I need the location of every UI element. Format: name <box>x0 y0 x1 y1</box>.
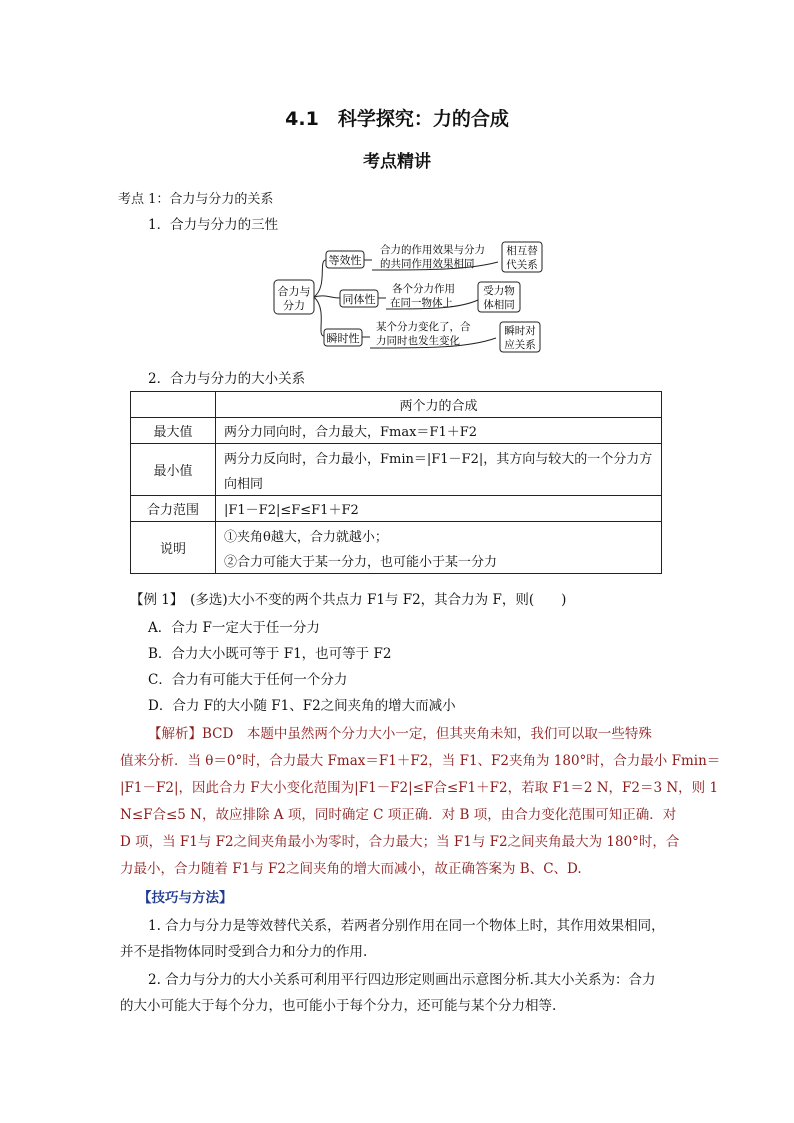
page-title: 4.1 科学探究：力的合成 <box>285 108 509 130</box>
row-value-range: |F1－F2|≤F≤F1＋F2 <box>216 496 662 522</box>
branch-label-same-body: 同体性 <box>342 293 376 306</box>
branch-result-same-body-2: 体相同 <box>483 299 515 311</box>
table-row <box>131 392 662 418</box>
subsection-heading: 2．合力与分力的大小关系 <box>148 371 306 387</box>
analysis-line: N≤F合≤5 N，故应排除 A 项，同时确定 C 项正确．对 B 项，由合力变化范围可知正确．对 <box>120 807 677 823</box>
row-head-note: 说明 <box>131 522 216 574</box>
row-value-min-line1: 两分力反向时，合力最小，Fmin＝|F1－F2|，其方向与较大的一个分力方 <box>224 451 653 467</box>
subsection-heading: 1．合力与分力的三性 <box>148 217 279 233</box>
row-head-max: 最大值 <box>131 418 216 444</box>
row-head-min: 最小值 <box>131 444 216 496</box>
diagram-root-line2: 分力 <box>283 299 305 312</box>
tips-line: 1. 合力与分力是等效替代关系，若两者分别作用在同一个物体上时，其作用效果相同， <box>148 918 665 934</box>
concept-diagram <box>268 236 558 356</box>
example-stem: 【例 1】 (多选)大小不变的两个共点力 F1与 F2，其合力为 F，则( ) <box>130 592 567 608</box>
section-heading: 考点精讲 <box>363 152 431 172</box>
option-c: C．合力有可能大于任何一个分力 <box>148 672 348 688</box>
branch-result-equivalence-1: 相互替 <box>506 245 538 257</box>
table-row <box>131 522 662 574</box>
note-line2: ②合力可能大于某一分力，也可能小于某一分力 <box>224 554 498 570</box>
branch-desc-same-body-2: 在同一物体上 <box>390 297 453 309</box>
analysis-line: 力最小，合力随着 F1与 F2之间夹角的增大而减小，故正确答案为 B、C、D. <box>120 861 582 877</box>
branch-result-instantaneous-2: 应关系 <box>504 339 536 351</box>
analysis-line: D 项，当 F1与 F2之间夹角最小为零时，合力最大；当 F1与 F2之间夹角最大为 180°时，合 <box>120 834 680 850</box>
row-value-max: 两分力同向时，合力最大，Fmax＝F1＋F2 <box>216 418 662 444</box>
table-row <box>131 496 662 522</box>
row-value-note <box>216 522 662 574</box>
option-d: D．合力 F的大小随 F1、F2之间夹角的增大而减小 <box>148 698 456 714</box>
row-value-min-line2: 向相同 <box>224 476 264 492</box>
branch-result-same-body-1: 受力物 <box>483 285 515 297</box>
analysis-line: 值来分析．当 θ＝0°时，合力最大 Fmax＝F1＋F2，当 F1、F2夹角为 180°时，合力最小 Fmin＝ <box>120 753 721 769</box>
relation-table <box>130 391 662 574</box>
table-corner-cell <box>131 392 216 418</box>
tips-line: 2. 合力与分力的大小关系可利用平行四边形定则画出示意图分析.其大小关系为：合力 <box>148 972 656 988</box>
table-row <box>131 418 662 444</box>
analysis-line: 【解析】BCD 本题中虽然两个分力大小一定，但其夹角未知，我们可以取一些特殊 <box>148 726 652 742</box>
branch-result-instantaneous-1: 瞬时对 <box>504 325 536 337</box>
analysis-line: |F1－F2|，因此合力 F大小变化范围为|F1－F2|≤F合≤F1＋F2，若取 F1＝2 N，F2＝3 N，则 1 <box>120 780 719 796</box>
diagram-root-line1: 合力与 <box>277 285 311 298</box>
option-b: B．合力大小既可等于 F1，也可等于 F2 <box>148 646 392 662</box>
row-value-min <box>216 444 662 496</box>
table-header-cell: 两个力的合成 <box>216 392 662 418</box>
branch-desc-equivalence-2: 的共同作用效果相同 <box>380 258 475 270</box>
tips-line: 的大小可能大于每个分力，也可能小于每个分力，还可能与某个分力相等. <box>120 998 557 1014</box>
branch-desc-equivalence-1: 合力的作用效果与分力 <box>380 244 485 256</box>
branch-desc-same-body-1: 各个分力作用 <box>392 283 455 295</box>
row-head-range: 合力范围 <box>131 496 216 522</box>
table-row <box>131 444 662 496</box>
tips-heading: 【技巧与方法】 <box>138 890 233 906</box>
branch-label-instantaneous: 瞬时性 <box>326 332 360 345</box>
topic-heading: 考点 1：合力与分力的关系 <box>118 192 274 207</box>
branch-desc-instantaneous-1: 某个分力变化了，合 <box>376 321 471 333</box>
note-line1: ①夹角θ越大，合力就越小； <box>224 529 388 545</box>
branch-result-equivalence-2: 代关系 <box>506 259 538 271</box>
option-a: A．合力 F一定大于任一分力 <box>148 620 320 636</box>
tips-line: 并不是指物体同时受到合力和分力的作用. <box>120 944 368 960</box>
branch-desc-instantaneous-2: 力同时也发生变化 <box>376 335 460 347</box>
branch-label-equivalence: 等效性 <box>328 254 362 267</box>
